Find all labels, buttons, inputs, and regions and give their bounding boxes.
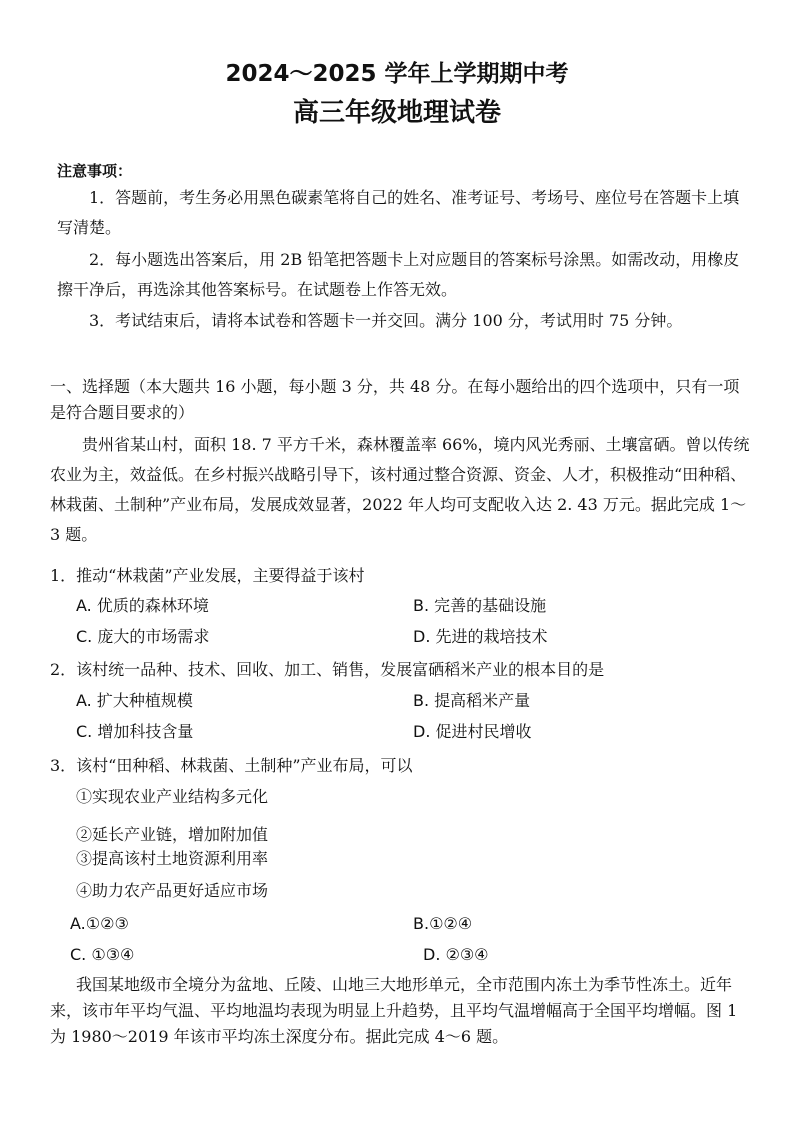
q3-option-d: D. ②③④ [423,945,489,964]
q1-option-c: C. 庞大的市场需求 [76,627,210,646]
q3-statement-2: ②延长产业链，增加附加值 [76,825,269,844]
q3-option-b: B.①②④ [413,914,473,933]
section-heading: 一、选择题（本大题共 16 小题，每小题 3 分，共 48 分。在每小题给出的四个选项中，只有一项是符合题目要求的） [50,377,740,422]
notice-heading: 注意事项： [57,162,133,180]
q2-option-d: D. 促进村民增收 [413,722,532,741]
q3-statement-1: ①实现农业产业结构多元化 [76,787,269,806]
q3-option-a: A.①②③ [70,914,129,933]
q2-option-a: A. 扩大种植规模 [76,691,193,710]
question-1-stem: 1．推动“林栽菌”产业发展，主要得益于该村 [50,566,365,585]
question-2-stem: 2．该村统一品种、技术、回收、加工、销售，发展富硒稻米产业的根本目的是 [50,660,605,679]
exam-title: 2024～2025 学年上学期期中考 [225,61,569,87]
q3-statement-4: ④助力农产品更好适应市场 [76,881,269,900]
notice-item-3: 3．考试结束后，请将本试卷和答题卡一并交回。满分 100 分，考试用时 75 分钟。 [89,311,683,330]
q2-option-b: B. 提高稻米产量 [413,691,531,710]
passage-2: 我国某地级市全境分为盆地、丘陵、山地三大地形单元，全市范围内冻土为季节性冻土。近年来，该市年平均气温、平均地温均表现为明显上升趋势，且平均气温增幅高于全国平均增幅。图 1 为 1980～2019 年该市平均冻土深度分布。据此完成 4～6 题。 [50,975,738,1046]
q1-option-a: A. 优质的森林环境 [76,596,209,615]
q3-statement-3: ③提高该村土地资源利用率 [76,849,269,868]
q2-option-c: C. 增加科技含量 [76,722,194,741]
q3-option-c: C. ①③④ [70,945,135,964]
notice-item-2: 2．每小题选出答案后，用 2B 铅笔把答题卡上对应题目的答案标号涂黑。如需改动，用橡皮擦干净后，再选涂其他答案标号。在试题卷上作答无效。 [57,250,740,299]
notice-item-1: 1．答题前，考生务必用黑色碳素笔将自己的姓名、准考证号、考场号、座位号在答题卡上填写清楚。 [57,188,740,237]
passage-1: 贵州省某山村，面积 18. 7 平方千米，森林覆盖率 66%，境内风光秀丽、土壤富硒。曾以传统农业为主，效益低。在乡村振兴战略引导下，该村通过整合资源、资金、人才，积极推动“田种稻、林栽菌、土制种”产业布局，发展成效显著，2022 年人均可支配收入达 2. 43 万元。据此完成 1～3 题。 [50,435,750,544]
q1-option-d: D. 先进的栽培技术 [413,627,548,646]
q1-option-b: B. 完善的基础设施 [413,596,547,615]
question-3-stem: 3．该村“田种稻、林栽菌、土制种”产业布局，可以 [50,756,413,775]
exam-subtitle: 高三年级地理试卷 [292,98,501,128]
